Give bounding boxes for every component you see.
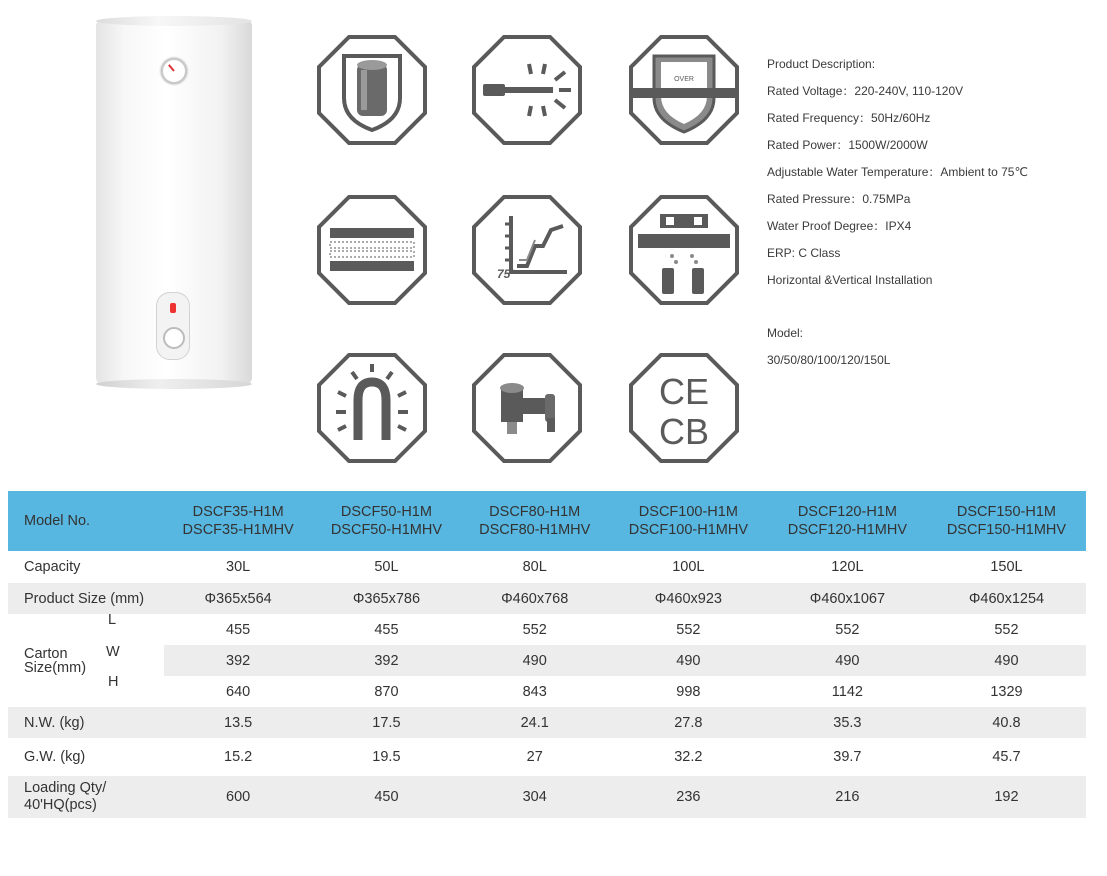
row-label: Loading Qty/ 40'HQ(pcs) <box>8 776 164 818</box>
carton-l-label: L <box>108 612 117 628</box>
table-cell: 870 <box>312 676 460 707</box>
table-cell: Φ460x923 <box>609 583 768 614</box>
temp-75-label: 75° <box>497 267 516 281</box>
table-cell: 450 <box>312 776 460 818</box>
model-no-header: Model No. <box>8 491 164 551</box>
pipe-fitting-icon <box>471 352 583 464</box>
spec-water-proof: Water Proof Degree：IPX4 <box>767 219 912 233</box>
table-row <box>8 676 1086 707</box>
table-row <box>8 776 1086 818</box>
table-cell: 392 <box>164 645 312 676</box>
temperature-knob <box>163 327 185 349</box>
table-cell: 490 <box>461 645 609 676</box>
table-cell: 39.7 <box>768 738 927 776</box>
table-cell: 640 <box>164 676 312 707</box>
table-cell: 40.8 <box>927 707 1086 738</box>
table-cell: 392 <box>312 645 460 676</box>
row-label: N.W. (kg) <box>8 707 164 738</box>
u-heating-element-icon <box>316 352 428 464</box>
water-heater-image <box>96 20 252 384</box>
control-panel <box>156 292 190 360</box>
table-cell: Φ365x564 <box>164 583 312 614</box>
table-cell: 35.3 <box>768 707 927 738</box>
product-description <box>767 54 1097 377</box>
table-cell: 17.5 <box>312 707 460 738</box>
table-cell: 100L <box>609 551 768 583</box>
table-cell: 150L <box>927 551 1086 583</box>
table-cell: 19.5 <box>312 738 460 776</box>
table-cell: 552 <box>927 614 1086 645</box>
table-row <box>8 551 1086 583</box>
table-cell: 30L <box>164 551 312 583</box>
carton-h-label: H <box>108 674 119 690</box>
spec-erp: ERP: C Class <box>767 246 841 260</box>
safety-valve-icon <box>628 194 740 306</box>
model-label: Model: <box>767 326 804 340</box>
table-cell: Φ365x786 <box>312 583 460 614</box>
table-cell: 843 <box>461 676 609 707</box>
table-row <box>8 707 1086 738</box>
table-cell: 455 <box>164 614 312 645</box>
table-cell: Φ460x1254 <box>927 583 1086 614</box>
table-cell: 552 <box>461 614 609 645</box>
ce-mark: CE <box>658 371 710 412</box>
table-row <box>8 645 1086 676</box>
table-cell: 13.5 <box>164 707 312 738</box>
spec-rated-pressure: Rated Pressure：0.75MPa <box>767 192 911 206</box>
table-cell: 27 <box>461 738 609 776</box>
table-cell: 490 <box>609 645 768 676</box>
model-value: 30/50/80/100/120/150L <box>767 353 891 367</box>
table-cell: 120L <box>768 551 927 583</box>
specification-table <box>8 491 1086 818</box>
table-row <box>8 738 1086 776</box>
model-column-header: DSCF50-H1M DSCF50-H1MHV <box>312 491 460 551</box>
table-cell: 490 <box>927 645 1086 676</box>
row-label: G.W. (kg) <box>8 738 164 776</box>
ce-cb-certification-icon <box>628 352 740 464</box>
table-cell: 15.2 <box>164 738 312 776</box>
row-label: Capacity <box>8 551 164 583</box>
table-header-row <box>8 491 1086 551</box>
cb-mark: CB <box>658 411 710 452</box>
heating-element-icon <box>471 34 583 146</box>
model-column-header: DSCF100-H1M DSCF100-H1MHV <box>609 491 768 551</box>
model-column-header: DSCF35-H1M DSCF35-H1MHV <box>164 491 312 551</box>
table-cell: 304 <box>461 776 609 818</box>
temperature-75-icon <box>471 194 583 306</box>
table-cell: 50L <box>312 551 460 583</box>
carton-w-label: W <box>106 644 120 660</box>
row-label: Product Size (mm) <box>8 583 164 614</box>
table-cell: 552 <box>768 614 927 645</box>
table-row <box>8 614 1086 645</box>
model-column-header: DSCF80-H1M DSCF80-H1MHV <box>461 491 609 551</box>
spec-installation: Horizontal &Vertical Installation <box>767 273 933 287</box>
spec-rated-frequency: Rated Frequency：50Hz/60Hz <box>767 111 931 125</box>
tank-liner-icon <box>316 34 428 146</box>
overheat-protection-icon <box>628 34 740 146</box>
table-cell: 236 <box>609 776 768 818</box>
table-cell: 24.1 <box>461 707 609 738</box>
table-cell: 32.2 <box>609 738 768 776</box>
indicator-lamp <box>170 303 176 313</box>
spec-rated-voltage: Rated Voltage：220-240V, 110-120V <box>767 84 964 98</box>
table-cell: 490 <box>768 645 927 676</box>
insulation-layers-icon <box>316 194 428 306</box>
table-cell: 1329 <box>927 676 1086 707</box>
over-label: OVER <box>674 76 694 83</box>
spec-rated-power: Rated Power：1500W/2000W <box>767 138 928 152</box>
table-cell: Φ460x768 <box>461 583 609 614</box>
model-column-header: DSCF150-H1M DSCF150-H1MHV <box>927 491 1086 551</box>
table-row <box>8 583 1086 614</box>
table-cell: 455 <box>312 614 460 645</box>
carton-size-label: Carton Size(mm) L W H <box>8 614 164 707</box>
table-cell: 552 <box>609 614 768 645</box>
table-cell: Φ460x1067 <box>768 583 927 614</box>
spec-water-temperature: Adjustable Water Temperature：Ambient to 75℃ <box>767 165 1028 179</box>
table-cell: 192 <box>927 776 1086 818</box>
table-cell: 998 <box>609 676 768 707</box>
description-title: Product Description: <box>767 57 876 71</box>
table-cell: 80L <box>461 551 609 583</box>
thermometer-gauge <box>161 58 187 84</box>
table-cell: 1142 <box>768 676 927 707</box>
table-cell: 45.7 <box>927 738 1086 776</box>
table-cell: 600 <box>164 776 312 818</box>
model-column-header: DSCF120-H1M DSCF120-H1MHV <box>768 491 927 551</box>
table-cell: 216 <box>768 776 927 818</box>
table-cell: 27.8 <box>609 707 768 738</box>
